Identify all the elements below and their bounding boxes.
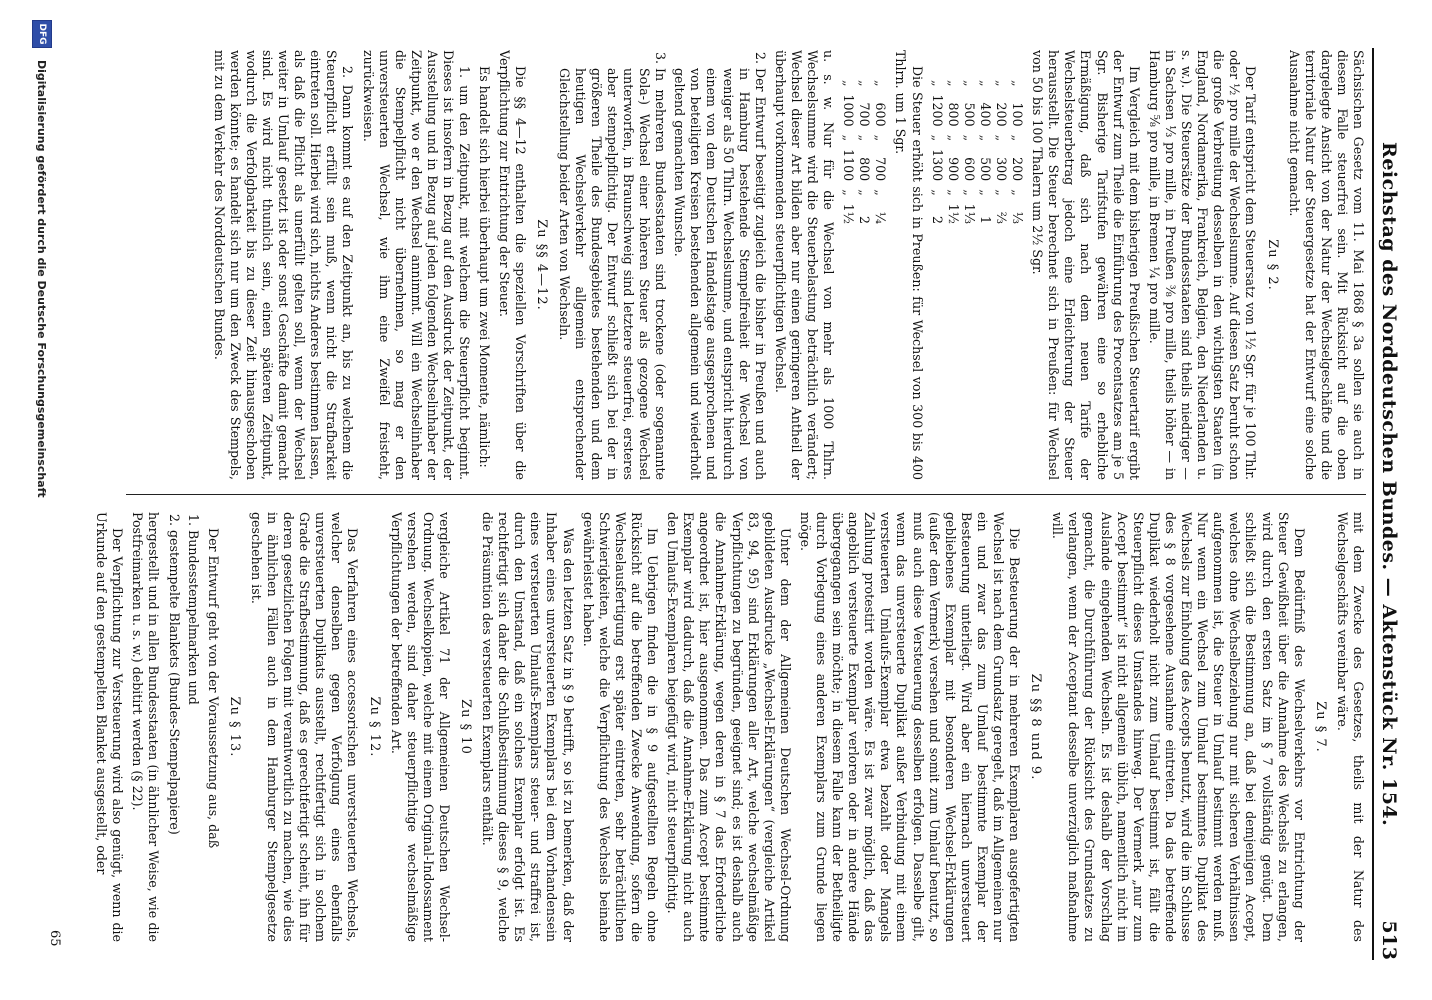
paragraph: Es handelt sich hierbei überhaupt um zwei Momente, nämlich: bbox=[477, 66, 493, 468]
numbered-list bbox=[556, 50, 768, 480]
rate-row bbox=[961, 80, 977, 232]
rate-cell: „ bbox=[857, 80, 873, 87]
rate-cell: „ bbox=[841, 80, 857, 87]
rate-cell: „ bbox=[857, 189, 873, 196]
rate-row bbox=[993, 80, 1009, 232]
rate-cell: 2 bbox=[929, 215, 945, 224]
rate-cell: „ bbox=[841, 134, 857, 142]
rate-cell: „ bbox=[994, 134, 1010, 142]
rate-cell: „ bbox=[1010, 134, 1026, 142]
rate-cell: 1 bbox=[977, 215, 993, 224]
paragraph: Im Vergleich mit dem bisherigen Preußischen Steuertarif ergibt der Entwurf zum Theile die Einführung des Procentsatzes am je 5 Sgr. Bisherige Tarifstufen gewähren eine so erhebliche Ermäßigung, daß sich nach dem neuen Tarife der Wechselsteuerbetrag jedoch eine Erleichterung der Steuer herausstellt. Die Steuer berechnet sich in Preußen: für Wechsel von 50 bis 100 Thalern um 2½ Sgr. bbox=[1030, 50, 1142, 480]
rate-cell: „ bbox=[929, 189, 945, 196]
rate-cell: „ bbox=[929, 134, 945, 142]
page-header bbox=[1372, 48, 1404, 960]
paragraph: Dem Bedürfniß des Wechselverkehrs vor Entrichtung der Steuer Gewißheit über die Annahme des Wechsels zu erlangen, wird durch den ersten Satz im § 7 vollständig genügt. Dem schließt sich die Bestimmung an, daß bei demjenigen Accept, welches ohne Wechselbeziehung nur mit sicheren Verhältnissen aufgenommen ist, die Steuer in Umlauf bestimmt werden muß. Nur wenn ein Wechsel zum Umlauf bestimmtes Duplikat des Wechsels zur Einholung des Accepts benutzt, wird die im Schlusse des § 8 vorgesehene Ausnahme eintreten. Da das betreffende Duplikat wiederholt nicht zum Umlauf bestimmt ist, fällt die Steuerpflicht dieses Umstandes hinweg. Der Vermerk „nur zum Accept bestimmt“ ist nicht allgemein üblich, namentlich nicht im Auslande eingehenden Wechseln. Es ist deshalb der Vorschlag gemacht, die Durchführung der Rücksicht des Grundsatzes zu verlangen, wenn der Acceptant desselbe unverzüglich maßnahme will. bbox=[1050, 512, 1307, 942]
rate-cell: 1½ bbox=[945, 203, 961, 224]
rate-cell: 800 bbox=[945, 102, 961, 127]
rate-cell: „ bbox=[961, 189, 977, 196]
rate-row bbox=[856, 80, 872, 232]
rate-cell: 600 bbox=[961, 157, 977, 182]
list-item: 2. Der Entwurf beseitigt zugleich die bisher in Preußen und auch in Hamburg bestehende Stempelfreiheit der Wechsel von weniger als 50 Thlrn. Wechselsumme, und entspricht hierdurch einem von dem Deutschen Handelstage ausgesprochenen und von beteiligten Kreisen bestehenden allgemein und wiederholt geltend gemachten Wunsche. bbox=[671, 68, 768, 480]
paragraph: Sächsischen Gesetz vom 11. Mai 1868 § 3a sollen sie auch in diesem Falle steuerfrei sein. Mit Rücksicht auf die oben dargelegte Ansicht von der Natur der Wechselgeschäfte und die territoriale Natur der Steuergesetze hat der Entwurf eine solche Ausnahme nicht gemacht. bbox=[1286, 50, 1366, 480]
rate-cell: „ bbox=[1010, 80, 1026, 87]
dfg-logo: DFG bbox=[32, 20, 52, 48]
rate-cell: 900 bbox=[945, 157, 961, 182]
list-item: 1. Bundesstempelmarken und bbox=[185, 530, 201, 942]
rate-cell: ⅔ bbox=[994, 211, 1010, 224]
rate-row bbox=[840, 80, 856, 232]
rate-cell: 500 bbox=[977, 157, 993, 182]
rate-cell: 600 bbox=[873, 102, 889, 127]
rate-cell: „ bbox=[994, 80, 1010, 87]
rate-cell: 800 bbox=[857, 157, 873, 182]
section-heading: Zu §§ 4—12. bbox=[534, 219, 550, 311]
left-column bbox=[66, 50, 1366, 480]
rate-cell: „ bbox=[994, 189, 1010, 196]
paragraph: Die §§ 4—12 enthalten die speziellen Vorschriften über die Verpflichtung zur Entrichtung der Steuer. bbox=[497, 50, 529, 480]
paragraph: u. s. w. Nur für die Wechsel von mehr als 1000 Thlrn. Wechselsumme wird die Steuerbelastung beträchtlich verändert; Wechsel dieser Art bilden aber nur einen geringeren Antheil der überhaupt vorkommenden steuerpflichtigen Wechsel. bbox=[772, 50, 837, 480]
rate-cell: 200 bbox=[1010, 157, 1026, 182]
rate-cell: „ bbox=[977, 134, 993, 142]
paragraph: 2. Dann kommt es auf den Zeitpunkt an, bis zu welchem die Steuerpflicht erfüllt sein muß, wenn nicht die Strafbarkeit eintreten soll. Hierbei wird sich, nichts Anderes bestimmen lassen, als daß die Pflicht als unerfüllt gelten soll, wenn der Wechsel weiter in Umlauf gesetzt ist oder sonst Geschäfte damit gemacht sind. Es wird nicht thunlich sein, einen späteren Zeitpunkt, wodurch die Verfolgbarkeit bis zu dieser Zeit hinausgeschoben werden könnte; es handelt sich nur um den Zweck des Stempels, mit zu dem Verkehr des Norddeutschen Bundes. bbox=[211, 50, 356, 480]
page-mark: 65 bbox=[47, 930, 62, 947]
section-heading: Zu § 7. bbox=[1312, 701, 1328, 753]
rate-table-2 bbox=[840, 80, 888, 232]
rate-cell: 500 bbox=[961, 102, 977, 127]
rate-cell: „ bbox=[873, 189, 889, 196]
rate-cell: „ bbox=[841, 189, 857, 196]
section-heading: Zu § 13. bbox=[226, 696, 242, 758]
rate-cell: „ bbox=[977, 80, 993, 87]
list-item: 3. In mehreren Bundesstaaten sind trockene (oder sogenannte Sola-) Wechsel einer höheren Steuer als gezogene Wechsel unterworfen, in Braunschweig sind letztere steuerfrei, ersteres aber stempelpflichtig. Der Entwurf schließt sich bei der in größeren Theile des Bundesgebietes bestehenden und dem heutigen Wechselverkehr allgemein entsprechender Gleichstellung beider Arten von Wechseln. bbox=[556, 68, 669, 480]
paragraph: Was den letzten Satz in § 9 betrifft, so ist zu bemerken, daß der Inhaber eines unversteuerten Exemplars bei dem Vorhandensein eines versteuerten Umlaufs-Exemplars steuer- und straffrei ist, durch den Umstand, daß ein solches Exemplar erfolgt ist. Es rechtfertigt sich daher die Schlußbestimmung dieses § 9, welche die Präsumtion des versteuerten Exemplars enthält. bbox=[480, 512, 576, 942]
rate-cell: 700 bbox=[873, 157, 889, 182]
column-divider bbox=[126, 494, 1366, 495]
section-heading: Zu § 2. bbox=[1264, 239, 1280, 291]
paragraph: Im Uebrigen finden die in § 9 aufgestellten Regeln ohne Rücksicht auf die betreffenden Zwecke Anwendung, sofern die Wechselausfertigung erst später eintreten, sehr beträchtlichen Schwierigkeiten, welche die Verpflichtung des Wechsels beinahe gewährleistet haben. bbox=[580, 512, 661, 942]
rate-cell: „ bbox=[1010, 189, 1026, 196]
paragraph: Der Tarif entspricht dem Steuersatz von 1½ Sgr. für je 100 Thlr. oder ½ pro mille der Wechselsumme. Auf diesen Satz beruht schon die große Verbreitung desselben in den wichtigsten Staaten (in England, Nordamerika, Frankreich, Belgien, den Niederlanden u. s. w.). Die Steuersätze der Bundesstaaten sind theils niedriger — in Sachsen ⅓ pro mille, in Preußen ⅜ pro mille, theils höher — in Hamburg ⅝ pro mille, in Bremen ¼ pro mille. bbox=[1146, 50, 1259, 480]
rate-cell: „ bbox=[873, 134, 889, 142]
rate-cell: 1⅓ bbox=[961, 203, 977, 224]
paragraph: hergestellt und in allen Bundesstaaten (in ähnlicher Weise, wie die Postfreimarken u. s. w.) debitirt werden (§ 22). bbox=[130, 512, 162, 942]
page-number: 513 bbox=[1378, 920, 1400, 960]
rate-cell: 1100 bbox=[841, 149, 857, 182]
rate-cell: 300 bbox=[994, 157, 1010, 182]
paragraph: Der Verpflichtung zur Versteuerung wird also genügt, wenn die Urkunde auf den gestempelten Blanket ausgestellt, oder bbox=[94, 512, 126, 942]
paragraph: Unter dem der Allgemeinen Deutschen Wechsel-Ordnung gebildeten Ausdrucke „Wechsel-Erklärungen“ (vergleiche Artikel 83, 94, 95) sind Erklärungen aller Art, welche wechselmäßige Verpflichtungen zu begründen, geeignet sind; es ist deshalb auch die Annahme-Erklärung, wegen deren in § 7 das Erforderliche angeordnet ist, hier ausgenommen. Das zum Accept bestimmte Exemplar wird dadurch, daß die Annahme-Erklärung nicht auch den Umlaufs-Exemplaren beigefügt wird, nicht steuerpflichtig. bbox=[665, 512, 793, 942]
rate-cell: 100 bbox=[1010, 102, 1026, 127]
rate-cell: „ bbox=[945, 189, 961, 196]
rate-row bbox=[977, 80, 993, 232]
rate-row bbox=[929, 80, 945, 232]
rate-cell: „ bbox=[945, 134, 961, 142]
rate-cell: „ bbox=[961, 134, 977, 142]
rate-cell: „ bbox=[961, 80, 977, 87]
rate-cell: ⅓ bbox=[1010, 211, 1026, 224]
paragraph: Die Steuer erhöht sich in Preußen: für Wechsel von 300 bis 400 Thlrn. um 1 Sgr. bbox=[893, 50, 925, 480]
paragraph: mit dem Zwecke des Gesetzes, theils mit der Natur des Wechselgeschäfts vereinbar wäre. bbox=[1334, 512, 1366, 942]
right-column bbox=[66, 512, 1366, 942]
rate-cell: 700 bbox=[857, 102, 873, 127]
paragraph: Der Entwurf geht von der Voraussetzung aus, daß bbox=[205, 528, 221, 849]
rate-cell: 1½ bbox=[841, 203, 857, 224]
rate-cell: 400 bbox=[977, 102, 993, 127]
rate-cell: 2 bbox=[857, 215, 873, 224]
rate-cell: „ bbox=[873, 80, 889, 87]
rate-cell: ¼ bbox=[873, 211, 889, 224]
section-heading: Zu §§ 8 und 9. bbox=[1028, 673, 1044, 781]
section-heading: Zu § 10 bbox=[458, 699, 474, 755]
rate-cell: „ bbox=[857, 134, 873, 142]
rate-row bbox=[945, 80, 961, 232]
rate-cell: 200 bbox=[994, 102, 1010, 127]
numbered-list bbox=[165, 512, 200, 942]
rate-cell: 1200 bbox=[929, 94, 945, 127]
rate-row bbox=[872, 80, 888, 232]
page-title: Reichstag des Norddeutschen Bundes. — Aktenstück Nr. 154. bbox=[1378, 142, 1400, 827]
digitization-note: Digitalisierung gefördert durch die Deutsche Forschungsgemeinschaft bbox=[35, 60, 48, 498]
rate-cell: „ bbox=[945, 80, 961, 87]
rate-cell: „ bbox=[929, 80, 945, 87]
rate-cell: 1000 bbox=[841, 94, 857, 127]
rate-cell: „ bbox=[977, 189, 993, 196]
list-item: 2. gestempelte Blankets (Bundes-Stempelpapiere) bbox=[165, 530, 181, 942]
rate-cell: 1300 bbox=[929, 149, 945, 182]
paragraph: Das Verfahren eines accessorischen unversteuerten Wechsels, welcher denselben gegen Verfolgung eines ebenfalls unversteuerten Duplikats ausstellt, rechtfertigt sich in solchem Grade die Strafbestimmung, daß es gerechtfertigt scheint, ihn für deren gesetzlichen Folgen mit verantwortlich zu machen, wie dies in ähnlichen Fällen auch in dem Hamburger Stempelgesetze geschehen ist. bbox=[248, 512, 361, 942]
paragraph: vergleiche Artikel 71 der Allgemeinen Deutschen Wechsel-Ordnung. Wechselkopien, welche mit einem Original-Indossament versehen werden, sind daher steuerpflichtige wechselmäßige Verpflichtungen der betreffenden Art. bbox=[388, 512, 452, 942]
rate-table bbox=[929, 80, 1026, 232]
rate-row bbox=[1009, 80, 1025, 232]
paragraph: 1. um den Zeitpunkt, mit welchem die Steuerpflicht beginnt. Dieses ist insofern in Bezug auf den Ausdruck der Zeitpunkt, der Ausstellung und in Bezug auf jeden folgenden Wechselinhaber der Zeitpunkt, wo er den Wechsel annimmt. Will ein Wechselinhaber die Stempelpflicht nicht übernehmen, so mag er den unversteuerten Wechsel, wie ihm eine Zweifel freisteht, zurückweisen. bbox=[360, 50, 473, 480]
section-heading: Zu § 12. bbox=[366, 696, 382, 758]
paragraph: Die Besteuerung der in mehreren Exemplaren ausgefertigten Wechsel ist nach dem Grundsatz geregelt, daß im Allgemeinen nur ein und zwar das zum Umlauf bestimmte Exemplar der Besteuerung unterliegt. Wird aber ein hiernach unversteuert gebliebenes Exemplar mit besonderen Wechsel-Erklärungen (außer dem Vermerk) versehen und somit zum Umlauf benutzt, so muß auch diese Versteuerung desselben erfolgen. Dasselbe gilt, wenn das unversteuerte Duplikat außer Verbindung mit einem versteuerten Umlaufs-Exemplar etwa bezahlt oder Mangels Zahlung protestirt worden wäre. Es ist zwar möglich, daß das angeblich versteuerte Exemplar verloren oder in andere Hände übergegangen sein möchte; in diesem Falle kann der Betheiligte durch Vorlegung eines anderen Exemplars zum Grunde liegen möge. bbox=[797, 512, 1023, 942]
